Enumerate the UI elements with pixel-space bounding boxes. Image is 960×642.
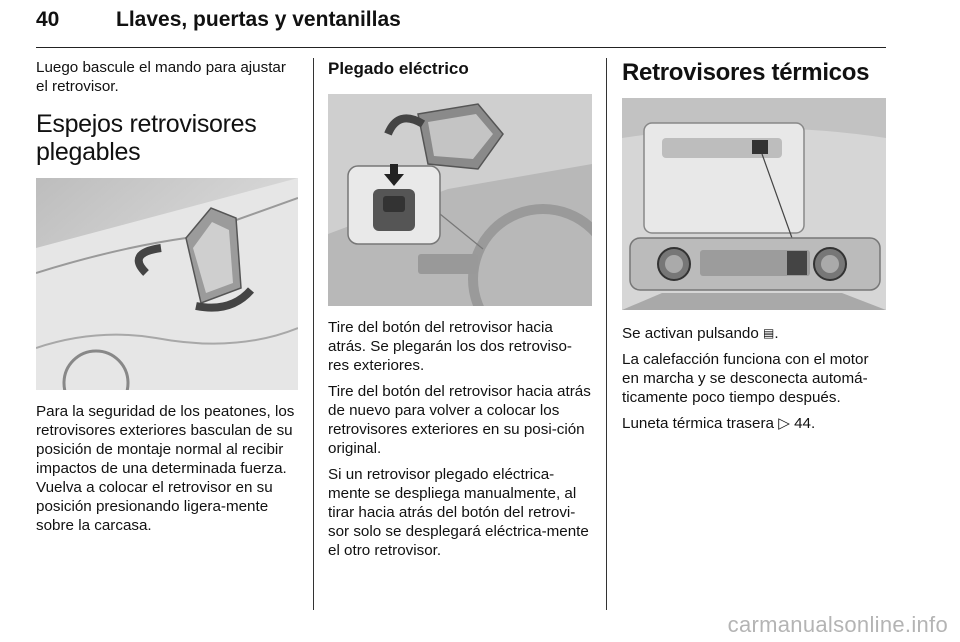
car-mirror-illustration [36, 178, 298, 390]
column-3 [622, 58, 886, 440]
intro-text: Luego bascule el mando para ajustar el retrovisor. [36, 59, 286, 95]
chapter-title: Llaves, puertas y ventanillas [116, 8, 401, 31]
heated-mirrors-p2: La calefacción funciona con el motor en marcha y se desconecta automá-ticamente poco tiempo después. [622, 351, 869, 406]
mirror-switch-drawing [328, 94, 592, 306]
heated-mirrors-p3-end: . [811, 415, 816, 432]
column-divider-2 [606, 58, 607, 610]
column-2 [328, 58, 592, 567]
rear-window-page-ref[interactable]: 44 [794, 415, 812, 432]
watermark: carmanualsonline.info [727, 612, 948, 637]
rear-window-link-text[interactable]: Luneta térmica trasera [622, 415, 774, 432]
heated-mirrors-p1-end: . [774, 325, 779, 342]
header-rule [36, 47, 886, 48]
page-header [36, 6, 886, 46]
page-reference-arrow-icon: ▷ [778, 415, 790, 432]
climate-panel-illustration [622, 98, 886, 310]
electric-folding-p3: Si un retrovisor plegado eléctrica-mente se despliega manualmente, al tirar hacia atrás del botón del retrovi-sor solo se desplegará eléctrica-mente el otro retrovisor. [328, 466, 589, 559]
heated-mirrors-p1 [622, 324, 886, 343]
section-title-electric-folding: Plegado eléctrico [328, 59, 469, 78]
mirror-switch-illustration [328, 94, 592, 306]
climate-panel-drawing [622, 98, 886, 310]
electric-folding-p1: Tire del botón del retrovisor hacia atrás. Se plegarán los dos retroviso-res exteriores. [328, 319, 572, 374]
electric-folding-p2: Tire del botón del retrovisor hacia atrás de nuevo para volver a colocar los retrovisores exteriores en su posi-ción original. [328, 383, 591, 457]
heated-mirrors-p1-text: Se activan pulsando [622, 325, 759, 342]
column-divider-1 [313, 58, 314, 610]
section-title-heated-mirrors: Retrovisores térmicos [622, 59, 870, 86]
car-mirror-drawing [36, 178, 298, 390]
page-number: 40 [36, 8, 60, 31]
folding-mirrors-text: Para la seguridad de los peatones, los retrovisores exteriores basculan de su posición de montaje normal al recibir impactos de una determinada fuerza. Vuelva a colocar el retrovisor en su posición presionando ligera-mente sobre la carcasa. [36, 403, 295, 534]
column-1 [36, 58, 298, 542]
heated-mirrors-p3 [622, 414, 886, 433]
section-title-folding-mirrors: Espejos retrovisores plegables [36, 110, 257, 166]
mirror-heat-icon: ▤ [763, 326, 775, 340]
